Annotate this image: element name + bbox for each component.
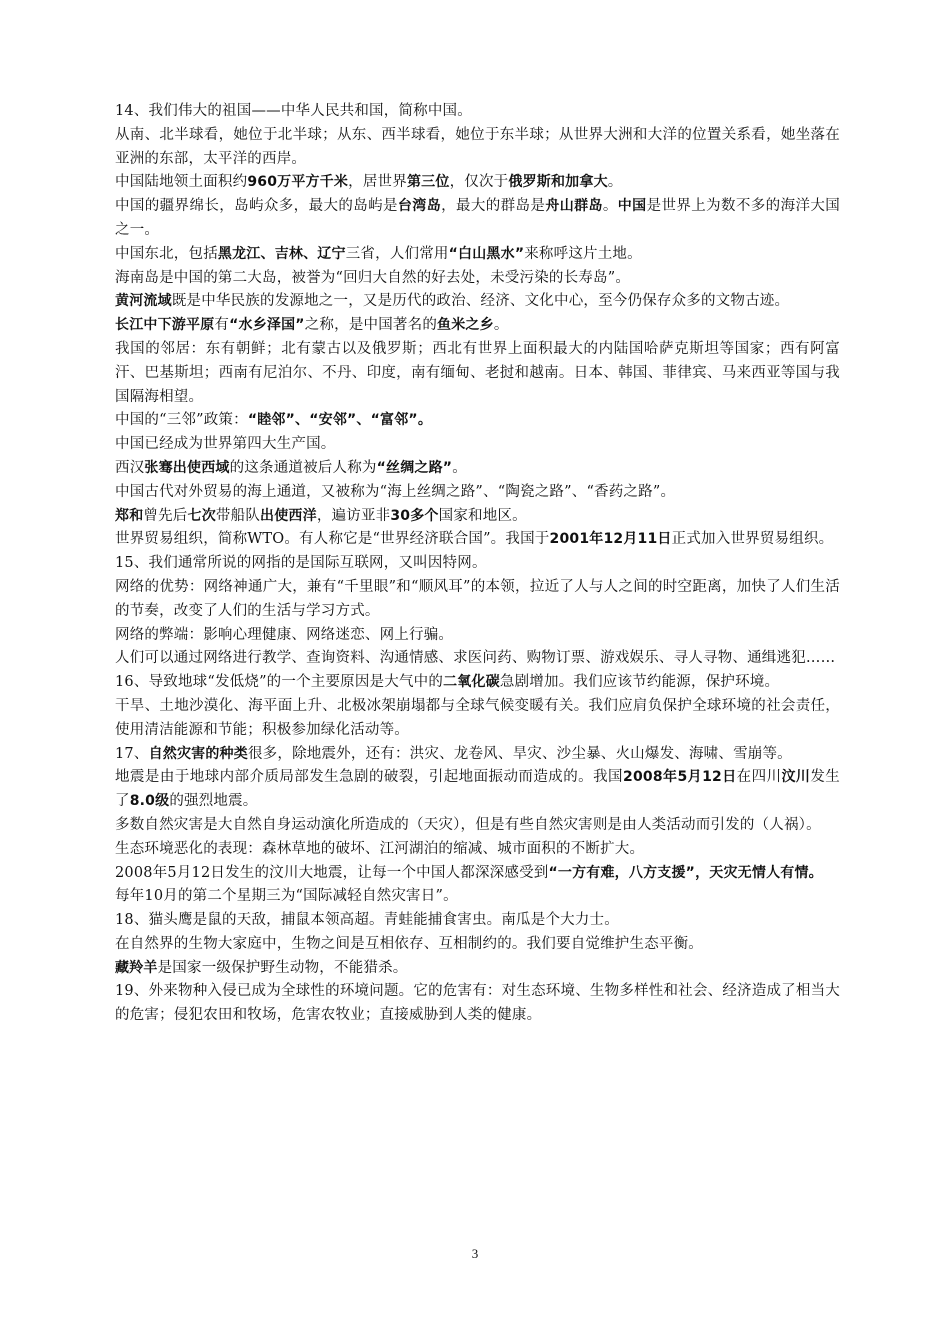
bold-text-run: 2008年5月12日 — [623, 769, 737, 786]
paragraph — [115, 576, 840, 624]
paragraph — [115, 814, 840, 838]
bold-text-run: 黄河流域 — [115, 293, 172, 310]
paragraph — [115, 314, 840, 338]
text-run: 海南岛是中国的第二大岛，被誉为“回归大自然的好去处，未受污染的长寿岛”。 — [115, 269, 631, 286]
text-run: 。 — [607, 174, 623, 191]
text-run: 急剧增加。我们应该节约能源，保护环境。 — [499, 674, 780, 691]
text-run: 有 — [214, 317, 230, 334]
bold-text-run: 黑龙江、吉林、辽宁 — [217, 245, 346, 262]
text-run: 既是中华民族的发源地之一，又是历代的政治、经济、文化中心，至今仍保存众多的文物古迹。 — [171, 293, 790, 310]
bold-text-run: 舟山群岛 — [545, 198, 603, 215]
text-run: 在四川 — [736, 769, 782, 786]
paragraph — [115, 528, 840, 552]
text-run: 每年10月的第二个星期三为“国际减轻自然灾害日”。 — [115, 888, 458, 905]
text-run: 从南、北半球看，她位于北半球；从东、西半球看，她位于东半球；从世界大洲和大洋的位置关系看，她坐落在亚洲的东部，太平洋的西岸。 — [115, 126, 840, 167]
paragraph — [115, 838, 840, 862]
text-run: 网络的优势：网络神通广大，兼有“千里眼”和“顺风耳”的本领，拉近了人与人之间的时空距离，加快了人们生活的节奏，改变了人们的生活与学习方式。 — [115, 578, 840, 619]
text-run: 的这条通道被后人称为 — [229, 459, 377, 476]
paragraph — [115, 624, 840, 648]
text-run: 2008年5月12日发生的汶川大地震，让每一个中国人都深深感受到 — [115, 864, 549, 881]
paragraph — [115, 338, 840, 409]
text-run: 是国家一级保护野生动物，不能猎杀。 — [157, 959, 408, 976]
paragraph — [115, 647, 840, 671]
text-run: 19、外来物种入侵已成为全球性的环境问题。它的危害有：对生态环境、生物多样性和社会、经济造成了相当大的危害；侵犯农田和牧场，危害农牧业；直接威胁到人类的健康。 — [115, 983, 840, 1024]
paragraph — [115, 124, 840, 172]
bold-text-run: 藏羚羊 — [115, 959, 158, 976]
bold-text-run: 台湾岛 — [397, 198, 442, 215]
text-run: 国家和地区。 — [438, 507, 527, 524]
paragraph — [115, 409, 840, 433]
text-run: 18、猫头鹰是鼠的天敌，捕鼠本领高超。青蛙能捕食害虫。南瓜是个大力士。 — [115, 912, 619, 929]
bold-text-run: “睦邻”、“安邻”、“富邻”。 — [247, 412, 433, 429]
text-run: 正式加入世界贸易组织。 — [671, 531, 834, 548]
paragraph — [115, 909, 840, 933]
text-run: 干旱、土地沙漠化、海平面上升、北极冰架崩塌都与全球气候变暖有关。我们应肩负保护全球环境的社会责任，使用清洁能源和节能；积极参加绿化活动等。 — [115, 697, 840, 738]
paragraph — [115, 671, 840, 695]
text-run: 之称，是中国著名的 — [304, 317, 438, 334]
paragraph — [115, 290, 840, 314]
text-run: 在自然界的生物大家庭中，生物之间是互相依存、互相制约的。我们要自觉维护生态平衡。 — [115, 935, 703, 952]
paragraph — [115, 766, 840, 814]
bold-text-run: 二氧化碳 — [443, 674, 500, 691]
bold-text-run: 鱼米之乡 — [437, 317, 494, 334]
text-run: 曾先后 — [143, 507, 188, 524]
text-run: 的强烈地震。 — [169, 793, 258, 810]
text-run: 地震是由于地球内部介质局部发生急剧的破裂，引起地面振动而造成的。我国 — [115, 769, 623, 786]
bold-text-run: “白山黑水” — [448, 245, 525, 262]
text-run: ，居世界 — [348, 174, 407, 191]
text-run: 中国已经成为世界第四大生产国。 — [115, 436, 336, 453]
text-run: 中国的疆界绵长，岛屿众多，最大的岛屿是 — [115, 198, 398, 215]
text-run: ，仅次于 — [449, 174, 509, 191]
text-run: 中国的“三邻”政策： — [115, 412, 248, 429]
text-run: 三省，人们常用 — [345, 245, 449, 262]
bold-text-run: 汶川 — [781, 769, 811, 786]
bold-text-run: 自然灾害的种类 — [148, 745, 248, 762]
text-run: 很多，除地震外，还有：洪灾、龙卷风、旱灾、沙尘暴、火山爆发、海啸、雪崩等。 — [247, 745, 792, 762]
bold-text-run: 俄罗斯和加拿大 — [508, 174, 608, 191]
text-run: 西汉 — [115, 459, 145, 476]
text-run: 15、我们通常所说的网指的是国际互联网，又叫因特网。 — [115, 555, 487, 572]
bold-text-run: “一方有难，八方支援”，天灾无情人有情。 — [548, 864, 823, 881]
paragraph — [115, 743, 840, 767]
text-run: 人们可以通过网络进行教学、查询资料、沟通情感、求医问药、购物订票、游戏娱乐、寻人寻物、通缉逃犯…… — [115, 650, 836, 667]
paragraph — [115, 933, 840, 957]
text-run: 17、 — [115, 745, 149, 762]
text-run: 生态环境恶化的表现：森林草地的破坏、江河湖泊的缩减、城市面积的不断扩大。 — [115, 840, 645, 857]
text-run: 世界贸易组织，简称WTO。有人称它是“世界经济联合国”。我国于 — [115, 531, 550, 548]
bold-text-run: “水乡泽国” — [229, 317, 305, 334]
text-run: 带船队 — [215, 507, 261, 524]
text-run: ，最大的群岛是 — [441, 198, 546, 215]
text-run: 中国东北，包括 — [115, 245, 218, 262]
bold-text-run: 张骞出使西域 — [144, 459, 230, 476]
page-number: 3 — [471, 1246, 479, 1261]
paragraph — [115, 695, 840, 743]
paragraph — [115, 171, 840, 195]
bold-text-run: 2001年12月11日 — [549, 531, 672, 548]
text-run: 。 — [493, 317, 509, 334]
bold-text-run: 中国 — [617, 198, 647, 215]
bold-text-run: 郑和 — [115, 507, 144, 524]
bold-text-run: “丝绸之路” — [376, 459, 453, 476]
text-run: 。 — [602, 198, 618, 215]
paragraph — [115, 980, 840, 1028]
paragraph — [115, 862, 840, 886]
paragraph — [115, 505, 840, 529]
paragraph — [115, 267, 840, 291]
paragraph — [115, 481, 840, 505]
text-run: 16、导致地球“发低烧”的一个主要原因是大气中的 — [115, 674, 444, 691]
text-run: 中国陆地领土面积约 — [115, 174, 248, 191]
bold-text-run: 8.0级 — [129, 793, 170, 810]
paragraph — [115, 885, 840, 909]
bold-text-run: 960万平方千米 — [247, 174, 349, 191]
bold-text-run: 长江中下游平原 — [115, 317, 215, 334]
paragraph — [115, 457, 840, 481]
paragraph — [115, 552, 840, 576]
paragraph — [115, 195, 840, 243]
document-body — [115, 100, 840, 1028]
bold-text-run: 出使西洋 — [260, 507, 317, 524]
text-run: 发生了 — [115, 769, 841, 810]
paragraph — [115, 957, 840, 981]
text-run: 多数自然灾害是大自然自身运动演化所造成的（天灾），但是有些自然灾害则是由人类活动而引发的（人祸）。 — [115, 816, 821, 833]
paragraph — [115, 243, 840, 267]
bold-text-run: 七次 — [187, 507, 216, 524]
text-run: 中国古代对外贸易的海上通道，又被称为“海上丝绸之路”、“陶瓷之路”、“香药之路”。 — [115, 483, 676, 500]
paragraph — [115, 433, 840, 457]
text-run: 来称呼这片土地。 — [524, 245, 642, 262]
text-run: 是世界上为数不多的海洋大国之一。 — [115, 198, 840, 238]
text-run: 网络的弊端：影响心理健康、网络迷恋、网上行骗。 — [115, 626, 454, 643]
text-run: 。 — [452, 459, 467, 476]
paragraph — [115, 100, 840, 124]
bold-text-run: 第三位 — [406, 174, 450, 191]
text-run: 14、我们伟大的祖国——中华人民共和国，简称中国。 — [115, 103, 472, 119]
text-run: 我国的邻居：东有朝鲜；北有蒙古以及俄罗斯；西北有世界上面积最大的内陆国哈萨克斯坦等国家；西有阿富汗、巴基斯坦；西南有尼泊尔、不丹、印度，南有缅甸、老挝和越南。日本、韩国、菲律宾、马来西亚等国与我国隔海相望。 — [115, 340, 840, 405]
bold-text-run: 30多个 — [390, 507, 439, 524]
text-run: ，遍访亚非 — [316, 507, 391, 524]
